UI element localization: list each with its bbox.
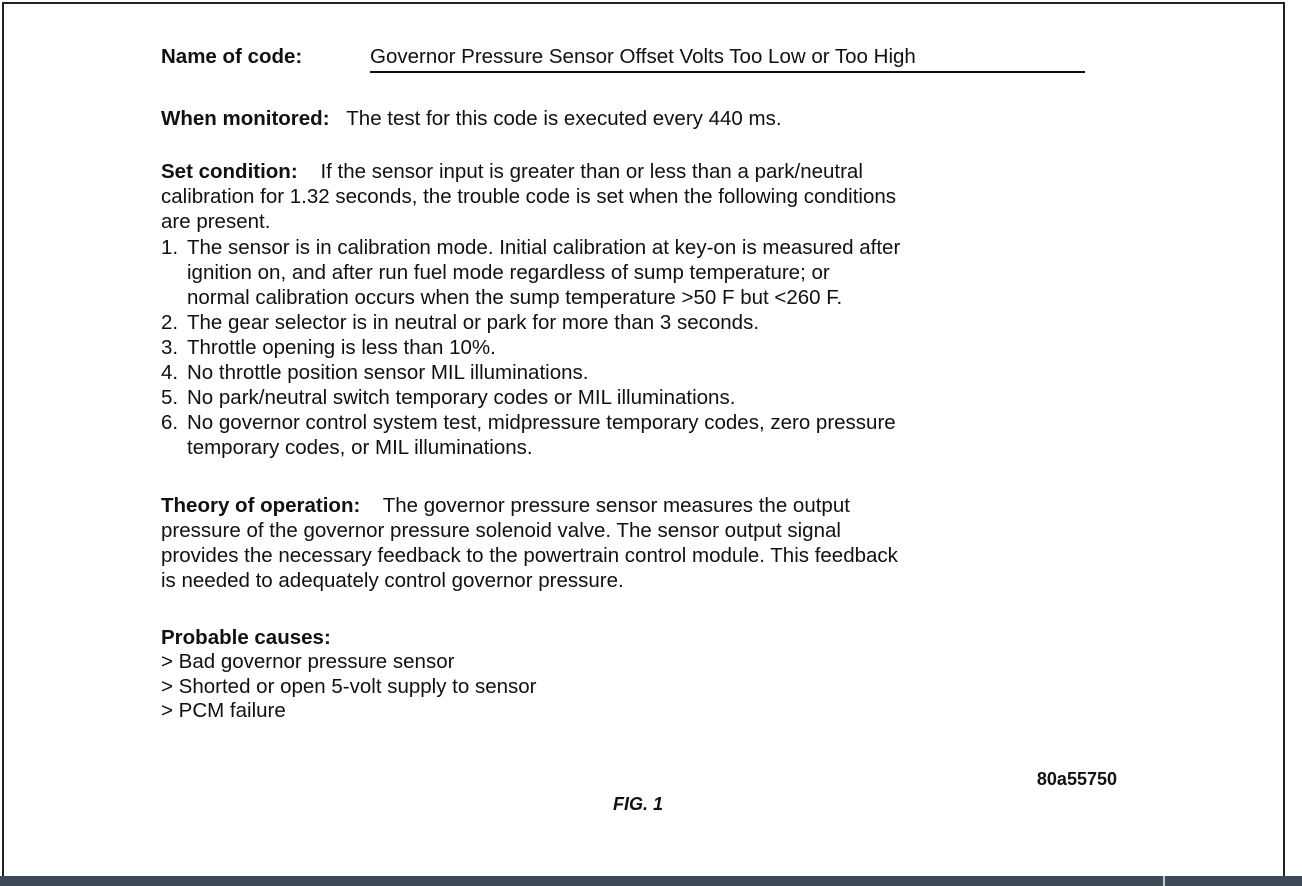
list-item — [161, 311, 759, 335]
name-of-code-value: Governor Pressure Sensor Offset Volts Too Low or Too High — [370, 45, 1085, 73]
bottom-bar-divider — [1163, 876, 1165, 886]
list-item — [161, 336, 496, 360]
name-of-code-label: Name of code: — [161, 45, 303, 68]
theory-label: Theory of operation: — [161, 494, 361, 517]
when-monitored-value: The test for this code is executed every 440 ms. — [346, 107, 782, 130]
when-monitored — [161, 107, 782, 131]
theory-text: is needed to adequately control governor pressure. — [161, 569, 624, 592]
set-condition-label: Set condition: — [161, 160, 298, 183]
list-item — [161, 411, 896, 435]
item-text: The gear selector is in neutral or park for more than 3 seconds. — [187, 311, 760, 334]
figure-code: 80a55750 — [1036, 769, 1117, 789]
list-item — [161, 236, 900, 260]
item-text: ignition on, and after run fuel mode regardless of sump temperature; or — [187, 261, 830, 284]
item-number: 4. — [161, 361, 179, 384]
cause-item: > Shorted or open 5-volt supply to sensor — [161, 675, 537, 698]
set-condition-text: If the sensor input is greater than or less than a park/neutral — [320, 160, 863, 183]
cause-item: > Bad governor pressure sensor — [161, 650, 455, 673]
set-condition-text: are present. — [161, 210, 271, 233]
item-text: No throttle position sensor MIL illuminations. — [187, 361, 589, 384]
item-number: 1. — [161, 236, 179, 259]
item-number: 6. — [161, 411, 179, 434]
item-text: No governor control system test, midpressure temporary codes, zero pressure — [187, 411, 896, 434]
theory-text: pressure of the governor pressure solenoid valve. The sensor output signal — [161, 519, 841, 542]
set-condition — [161, 160, 863, 184]
item-text: Throttle opening is less than 10%. — [187, 336, 496, 359]
item-text: The sensor is in calibration mode. Initial calibration at key-on is measured after — [187, 236, 901, 259]
item-text: temporary codes, or MIL illuminations. — [187, 436, 533, 459]
set-condition-text: calibration for 1.32 seconds, the trouble code is set when the following conditions — [161, 185, 897, 208]
figure-caption: FIG. 1 — [613, 794, 664, 814]
theory-text: The governor pressure sensor measures the output — [382, 494, 850, 517]
when-monitored-label: When monitored: — [161, 107, 330, 130]
list-item — [161, 361, 588, 385]
causes-label: Probable causes: — [161, 626, 331, 649]
list-item — [161, 386, 735, 410]
theory — [161, 494, 850, 518]
item-text: No park/neutral switch temporary codes or MIL illuminations. — [187, 386, 736, 409]
item-number: 3. — [161, 336, 179, 359]
cause-item: > PCM failure — [161, 699, 286, 722]
item-number: 5. — [161, 386, 179, 409]
bottom-bar — [0, 876, 1302, 886]
theory-text: provides the necessary feedback to the powertrain control module. This feedback — [161, 544, 898, 567]
item-text: normal calibration occurs when the sump temperature >50 F but <260 F. — [187, 286, 843, 309]
item-number: 2. — [161, 311, 179, 334]
